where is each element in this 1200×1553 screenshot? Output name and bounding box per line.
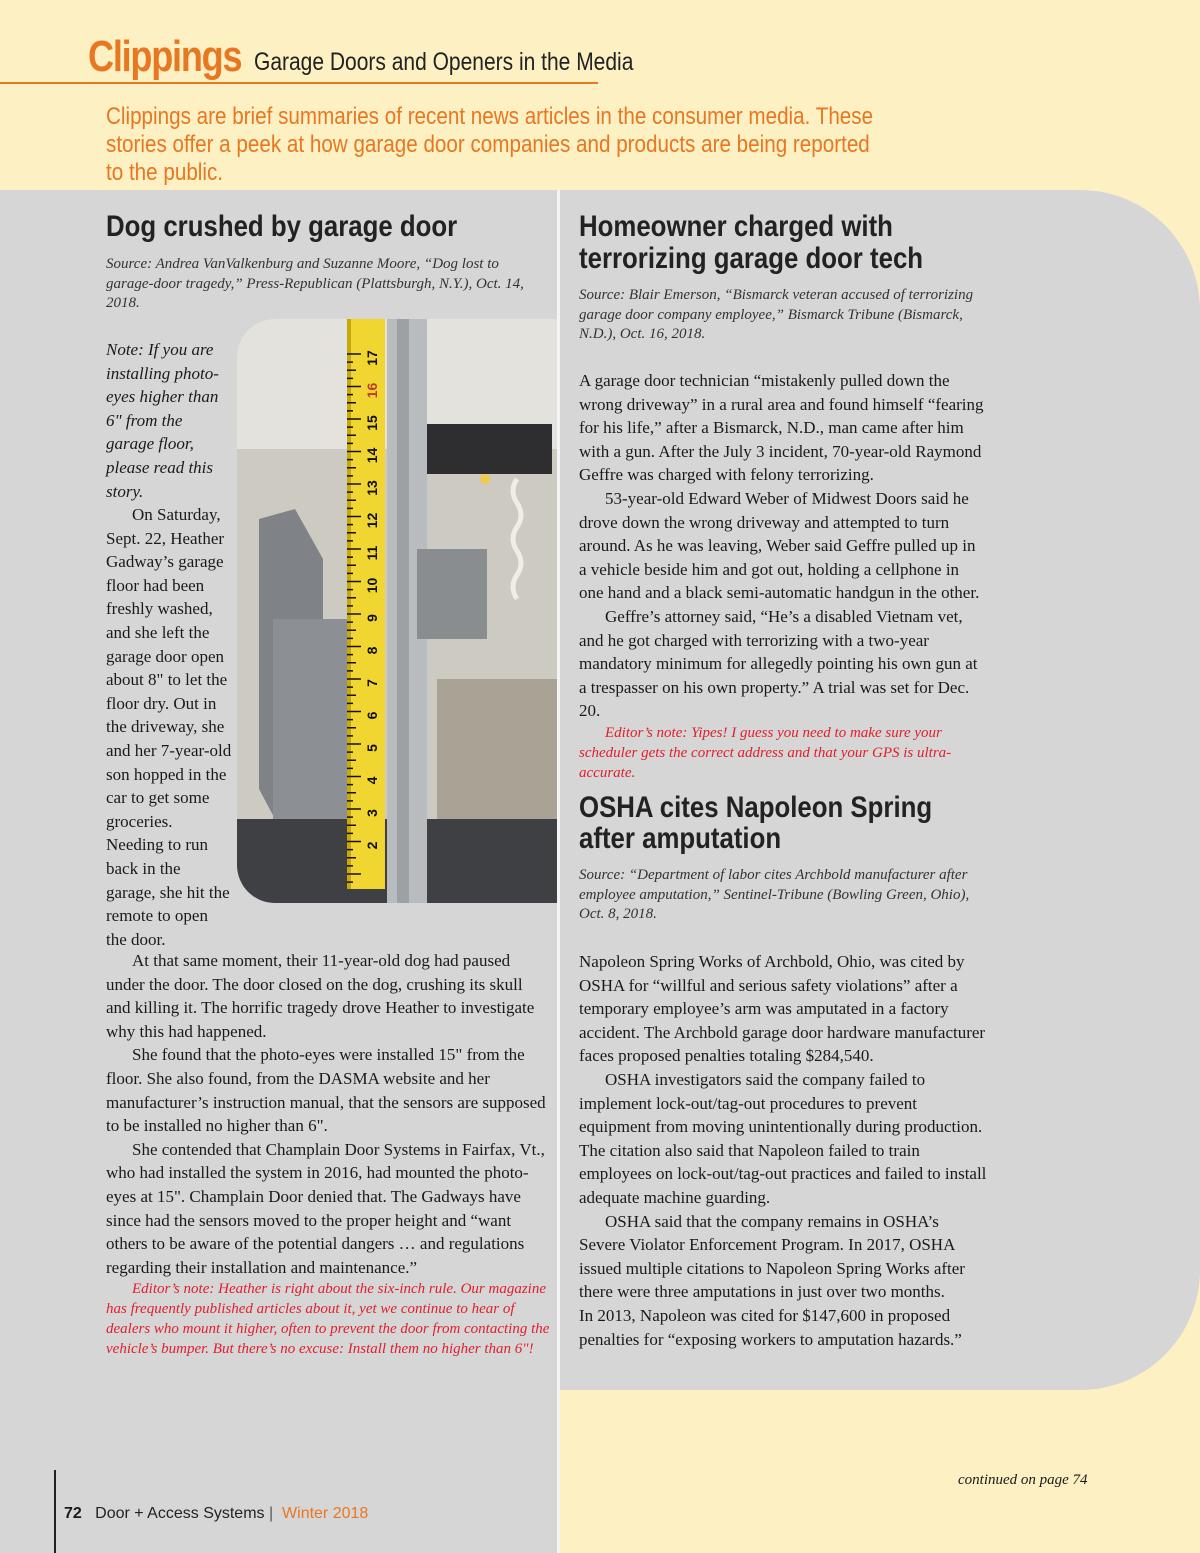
tape-number: 14 <box>364 447 380 464</box>
tape-number: 15 <box>364 415 380 431</box>
page-header <box>0 28 634 84</box>
footer-separator: | <box>268 1505 274 1522</box>
tape-number: 16 <box>364 382 380 399</box>
issue-season: Winter 2018 <box>282 1505 369 1522</box>
section-subtitle: Garage Doors and Openers in the Media <box>254 48 634 76</box>
article2-title-line1: Homeowner charged with <box>579 210 893 243</box>
page-footer <box>64 1505 368 1523</box>
article3-title-line1: OSHA cites Napoleon Spring <box>579 791 933 824</box>
continued-note: continued on page 74 <box>958 1472 1088 1488</box>
tape-number: 8 <box>364 646 380 655</box>
tape-number: 7 <box>364 679 380 687</box>
article2-editor-note: Editor’s note: Yipes! I guess you need to make sure your scheduler gets the correct address and that your GPS is ultra-accurate. <box>579 724 952 781</box>
column-divider <box>557 190 560 1553</box>
tape-number: 6 <box>364 711 380 720</box>
tape-number: 5 <box>364 744 380 752</box>
article1-lead <box>106 503 232 951</box>
intro-text: Clippings are brief summaries of recent news articles in the consumer media. These stories offer a peek at how garage door companies and products are being reported to the public. <box>106 103 874 186</box>
article3-body <box>579 950 987 1351</box>
header-rule <box>0 82 598 84</box>
article1-note: Note: If you are installing photo-eyes higher than 6" from the garage floor, please read this story. <box>106 340 219 501</box>
tape-number: 9 <box>364 614 380 622</box>
article1-paragraph-3: She found that the photo-eyes were installed 15" from the floor. She also found, from the DASMA website and her manufacturer’s instruction manual, that the sensors are supposed to be installed no higher than 6". <box>106 1045 546 1136</box>
tape-number: 12 <box>364 512 380 529</box>
article1-source: Source: Andrea VanValkenburg and Suzanne Moore, “Dog lost to garage-door tragedy,” Press-Republican (Plattsburgh, N.Y.), Oct. 14, 2018. <box>106 256 524 311</box>
article2-source: Source: Blair Emerson, “Bismarck veteran accused of terrorizing garage door company employee,” Bismarck Tribune (Bismarck, N.D.), Oct. 16, 2018. <box>579 287 974 342</box>
tape-number: 17 <box>364 350 380 366</box>
article1-paragraph-2: At that same moment, their 11-year-old dog had paused under the door. The door closed on the dog, crushing its skull and killing it. The horrific tragedy drove Heather to investigate why this had happened. <box>106 951 535 1041</box>
page-number: 72 <box>64 1505 82 1522</box>
tape-number: 4 <box>364 776 380 785</box>
article3-paragraph-2: OSHA investigators said the company failed to implement lock-out/tag-out procedures to prevent equipment from moving unintentionally during production. The citation also said that Napoleon failed to train employees on lock-out/tag-out practices and failed to install adequate machine guarding. <box>579 1069 987 1207</box>
article3-paragraph-3: OSHA said that the company remains in OSHA’s Severe Violator Enforcement Program. In 2017, OSHA issued multiple citations to Napoleon Spring Works after there were three amputations in just over two months. <box>579 1211 965 1302</box>
article1-body <box>106 949 550 1359</box>
content-panel-left <box>0 1390 557 1553</box>
footer-rule <box>54 1470 56 1553</box>
tape-number: 13 <box>364 480 380 496</box>
article1-paragraph-4: She contended that Champlain Door Systems in Fairfax, Vt., who had installed the system in 2016, had mounted the photo-eyes at 15". Champlain Door denied that. The Gadways have since had the sensors moved to the proper height and “want others to be aware of the potential dangers … and regulations regarding their installation and maintenance.” <box>106 1139 545 1277</box>
article3-paragraph-4: In 2013, Napoleon was cited for $147,600 in proposed penalties for “exposing workers to amputation hazards.” <box>579 1305 962 1349</box>
tape-number: 11 <box>364 545 380 561</box>
article2-title-line2: terrorizing garage door tech <box>579 242 924 275</box>
tape-number: 10 <box>364 577 380 594</box>
article2-paragraph-2: 53-year-old Edward Weber of Midwest Doors said he drove down the wrong driveway and attempted to turn around. As he was leaving, Weber said Geffre pulled up in a vehicle beside him and got out, holding a cellphone in one hand and a black semi-automatic handgun in the other. <box>579 488 980 603</box>
article1-editor-note: Editor’s note: Heather is right about the six-inch rule. Our magazine has frequently published articles about it, yet we continue to hear of dealers who mount it higher, often to prevent the door from contacting the vehicle’s bumper. But there’s no excuse: Install them no higher than 6"! <box>106 1281 550 1358</box>
article2-paragraph-1: A garage door technician “mistakenly pulled down the wrong driveway” in a rural area and found himself “fearing for his life,” after a Bismarck, N.D., man came after him with a gun. After the July 3 incident, 70-year-old Raymond Geffre was charged with felony terrorizing. <box>579 371 984 485</box>
section-title: Clippings <box>88 32 242 81</box>
article3-title-line2: after amputation <box>579 822 782 855</box>
article2-paragraph-3: Geffre’s attorney said, “He’s a disabled Vietnam vet, and he got charged with terrorizing with a two-year mandatory minimum for allegedly pointing his own gun at a trespasser on his own property.” A trial was set for Dec. 20. <box>579 606 978 721</box>
magazine-name: Door + Access Systems <box>95 1505 265 1522</box>
article1-note-column <box>106 338 232 503</box>
garage-door-photo <box>237 319 557 903</box>
article1-paragraph-1: On Saturday, Sept. 22, Heather Gadway’s garage floor had been freshly washed, and she left the garage door open about 8" to let the floor dry. Out in the driveway, she and her 7-year-old son hopped in the car to get some groceries. Needing to run back in the garage, she hit the remote to open the door. <box>106 505 232 949</box>
tape-number: 3 <box>364 809 380 817</box>
article3-paragraph-1: Napoleon Spring Works of Archbold, Ohio, was cited by OSHA for “willful and serious safety violations” after a temporary employee’s arm was amputated in a factory accident. The Archbold garage door hardware manufacturer faces proposed penalties totaling $284,540. <box>579 952 986 1066</box>
article1-title: Dog crushed by garage door <box>106 210 458 243</box>
article3-source: Source: “Department of labor cites Archbold manufacturer after employee amputation,” Sentinel-Tribune (Bowling Green, Ohio), Oct. 8, 2018. <box>579 867 970 922</box>
article2-body <box>579 369 987 783</box>
tape-number: 2 <box>364 841 380 850</box>
